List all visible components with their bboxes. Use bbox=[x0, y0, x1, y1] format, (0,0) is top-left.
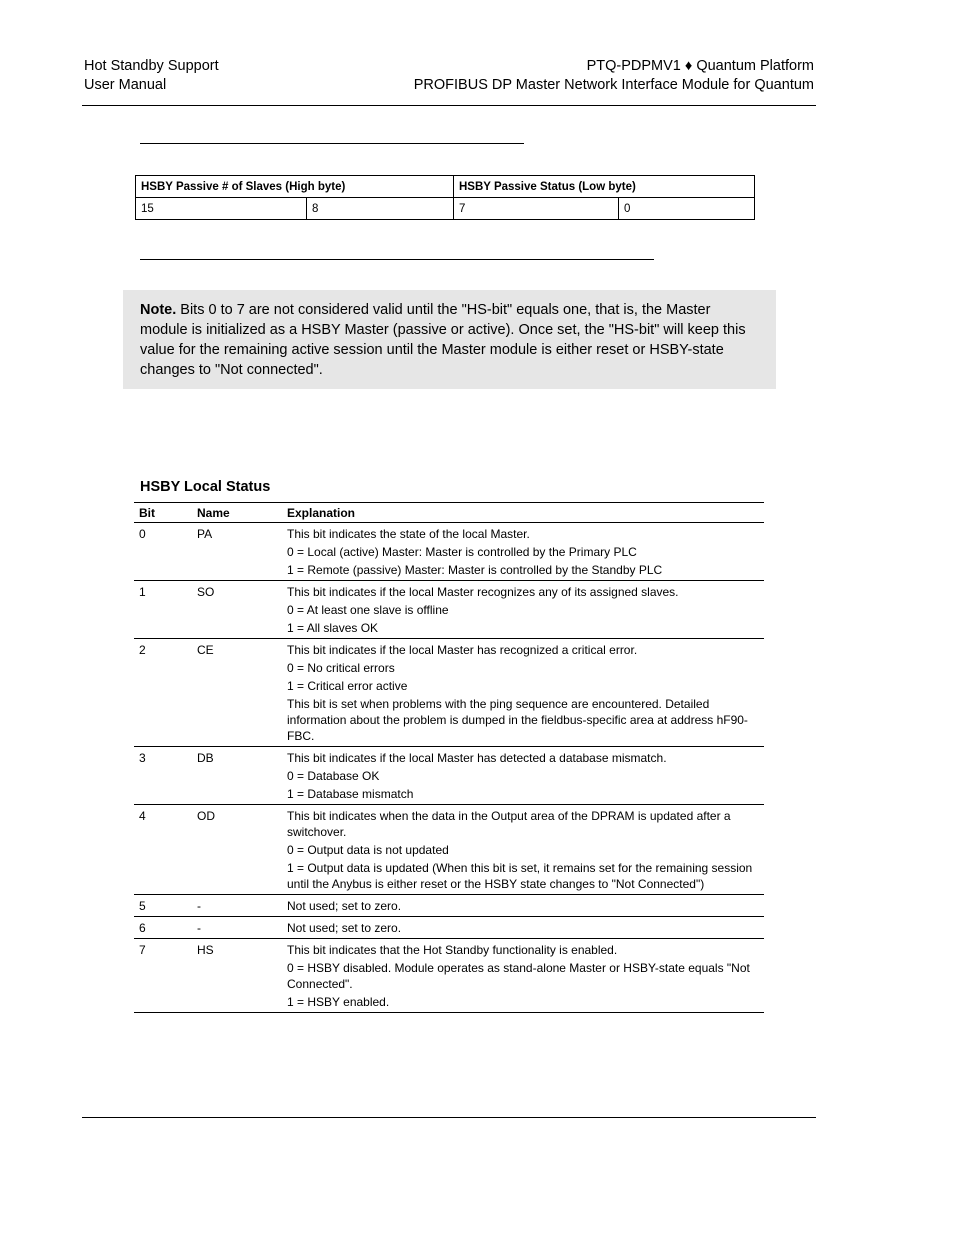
explanation-cell bbox=[282, 523, 764, 581]
bit-cell: 1 bbox=[134, 581, 192, 639]
table-row bbox=[134, 523, 764, 581]
table-cell: 15 bbox=[136, 198, 307, 220]
name-cell: SO bbox=[192, 581, 282, 639]
table-row bbox=[136, 176, 755, 198]
name-cell: OD bbox=[192, 805, 282, 895]
explanation-line: 0 = Database OK bbox=[287, 769, 380, 783]
explanation-line: 1 = Output data is updated (When this bit is set, it remains set for the remaining session until the Anybus is either reset or the HSBY state changes to "Not Connected") bbox=[287, 861, 753, 891]
bit-cell: 2 bbox=[134, 639, 192, 747]
name-cell: - bbox=[192, 917, 282, 939]
explanation-line: 0 = HSBY disabled. Module operates as stand-alone Master or HSBY-state equals "Not Connected". bbox=[287, 961, 750, 991]
footer-divider bbox=[82, 1117, 816, 1118]
explanation-cell bbox=[282, 747, 764, 805]
bit-cell: 6 bbox=[134, 917, 192, 939]
table-cell: 0 bbox=[619, 198, 755, 220]
explanation-line: This bit indicates if the local Master recognizes any of its assigned slaves. bbox=[287, 585, 679, 599]
bit-cell: 4 bbox=[134, 805, 192, 895]
explanation-line: 0 = Local (active) Master: Master is controlled by the Primary PLC bbox=[287, 545, 637, 559]
section-rule-1 bbox=[140, 143, 524, 144]
explanation-line: This bit indicates the state of the local Master. bbox=[287, 527, 530, 541]
column-header-bit: Bit bbox=[134, 503, 192, 523]
header-left bbox=[84, 57, 219, 95]
header-product-desc: PROFIBUS DP Master Network Interface Module for Quantum bbox=[413, 77, 814, 93]
bit-cell: 5 bbox=[134, 895, 192, 917]
name-cell: HS bbox=[192, 939, 282, 1013]
table-header-row bbox=[134, 503, 764, 523]
explanation-line: This bit is set when problems with the ping sequence are encountered. Detailed information about the problem is dumped in the fieldbus-specific area at address hF90-FBC. bbox=[287, 697, 748, 743]
explanation-line: This bit indicates if the local Master has recognized a critical error. bbox=[287, 643, 638, 657]
table-row bbox=[134, 805, 764, 895]
local-status-table bbox=[134, 502, 764, 1013]
table-row bbox=[134, 895, 764, 917]
table-cell: 8 bbox=[307, 198, 454, 220]
name-cell: PA bbox=[192, 523, 282, 581]
explanation-line: Not used; set to zero. bbox=[287, 921, 402, 935]
passive-high-byte-header: HSBY Passive # of Slaves (High byte) bbox=[136, 176, 454, 198]
explanation-cell bbox=[282, 917, 764, 939]
explanation-line: This bit indicates if the local Master has detected a database mismatch. bbox=[287, 751, 667, 765]
explanation-cell bbox=[282, 581, 764, 639]
explanation-line: 0 = No critical errors bbox=[287, 661, 395, 675]
table-row bbox=[134, 639, 764, 747]
name-cell: DB bbox=[192, 747, 282, 805]
table-row bbox=[136, 198, 755, 220]
explanation-line: This bit indicates when the data in the Output area of the DPRAM is updated after a switchover. bbox=[287, 809, 731, 839]
explanation-cell bbox=[282, 639, 764, 747]
explanation-line: 1 = Database mismatch bbox=[287, 787, 414, 801]
bit-cell: 0 bbox=[134, 523, 192, 581]
explanation-line: 1 = HSBY enabled. bbox=[287, 995, 390, 1009]
header-product: PTQ-PDPMV1 ♦ Quantum Platform bbox=[586, 58, 814, 74]
local-status-title: HSBY Local Status bbox=[140, 479, 271, 495]
column-header-explanation: Explanation bbox=[282, 503, 764, 523]
table-row bbox=[134, 939, 764, 1013]
explanation-line: 1 = Remote (passive) Master: Master is controlled by the Standby PLC bbox=[287, 563, 663, 577]
column-header-name: Name bbox=[192, 503, 282, 523]
note-text: Bits 0 to 7 are not considered valid until the "HS-bit" equals one, that is, the Master module is initialized as a HSBY Master (passive or active). Once set, the "HS-bit" will keep this value for the remaining active session until the Master module is either reset or HSBY-state changes to "Not connected". bbox=[140, 302, 746, 378]
table-row bbox=[134, 747, 764, 805]
explanation-line: 1 = All slaves OK bbox=[287, 621, 379, 635]
explanation-cell bbox=[282, 939, 764, 1013]
header-doc-type: User Manual bbox=[84, 77, 167, 93]
explanation-line: 1 = Critical error active bbox=[287, 679, 408, 693]
explanation-line: This bit indicates that the Hot Standby functionality is enabled. bbox=[287, 943, 618, 957]
bit-cell: 3 bbox=[134, 747, 192, 805]
section-rule-2 bbox=[140, 259, 654, 260]
header-section-title: Hot Standby Support bbox=[84, 58, 219, 74]
bit-cell: 7 bbox=[134, 939, 192, 1013]
note-box bbox=[123, 290, 776, 389]
header-right bbox=[414, 57, 814, 95]
note-label: Note. bbox=[140, 302, 177, 318]
name-cell: - bbox=[192, 895, 282, 917]
local-status-body bbox=[134, 523, 764, 1013]
passive-status-table bbox=[135, 175, 755, 220]
explanation-cell bbox=[282, 805, 764, 895]
table-cell: 7 bbox=[454, 198, 619, 220]
explanation-cell bbox=[282, 895, 764, 917]
explanation-line: Not used; set to zero. bbox=[287, 899, 402, 913]
explanation-line: 0 = At least one slave is offline bbox=[287, 603, 449, 617]
explanation-line: 0 = Output data is not updated bbox=[287, 843, 449, 857]
name-cell: CE bbox=[192, 639, 282, 747]
table-row bbox=[134, 917, 764, 939]
passive-low-byte-header: HSBY Passive Status (Low byte) bbox=[454, 176, 755, 198]
header-divider bbox=[82, 105, 816, 106]
table-row bbox=[134, 581, 764, 639]
